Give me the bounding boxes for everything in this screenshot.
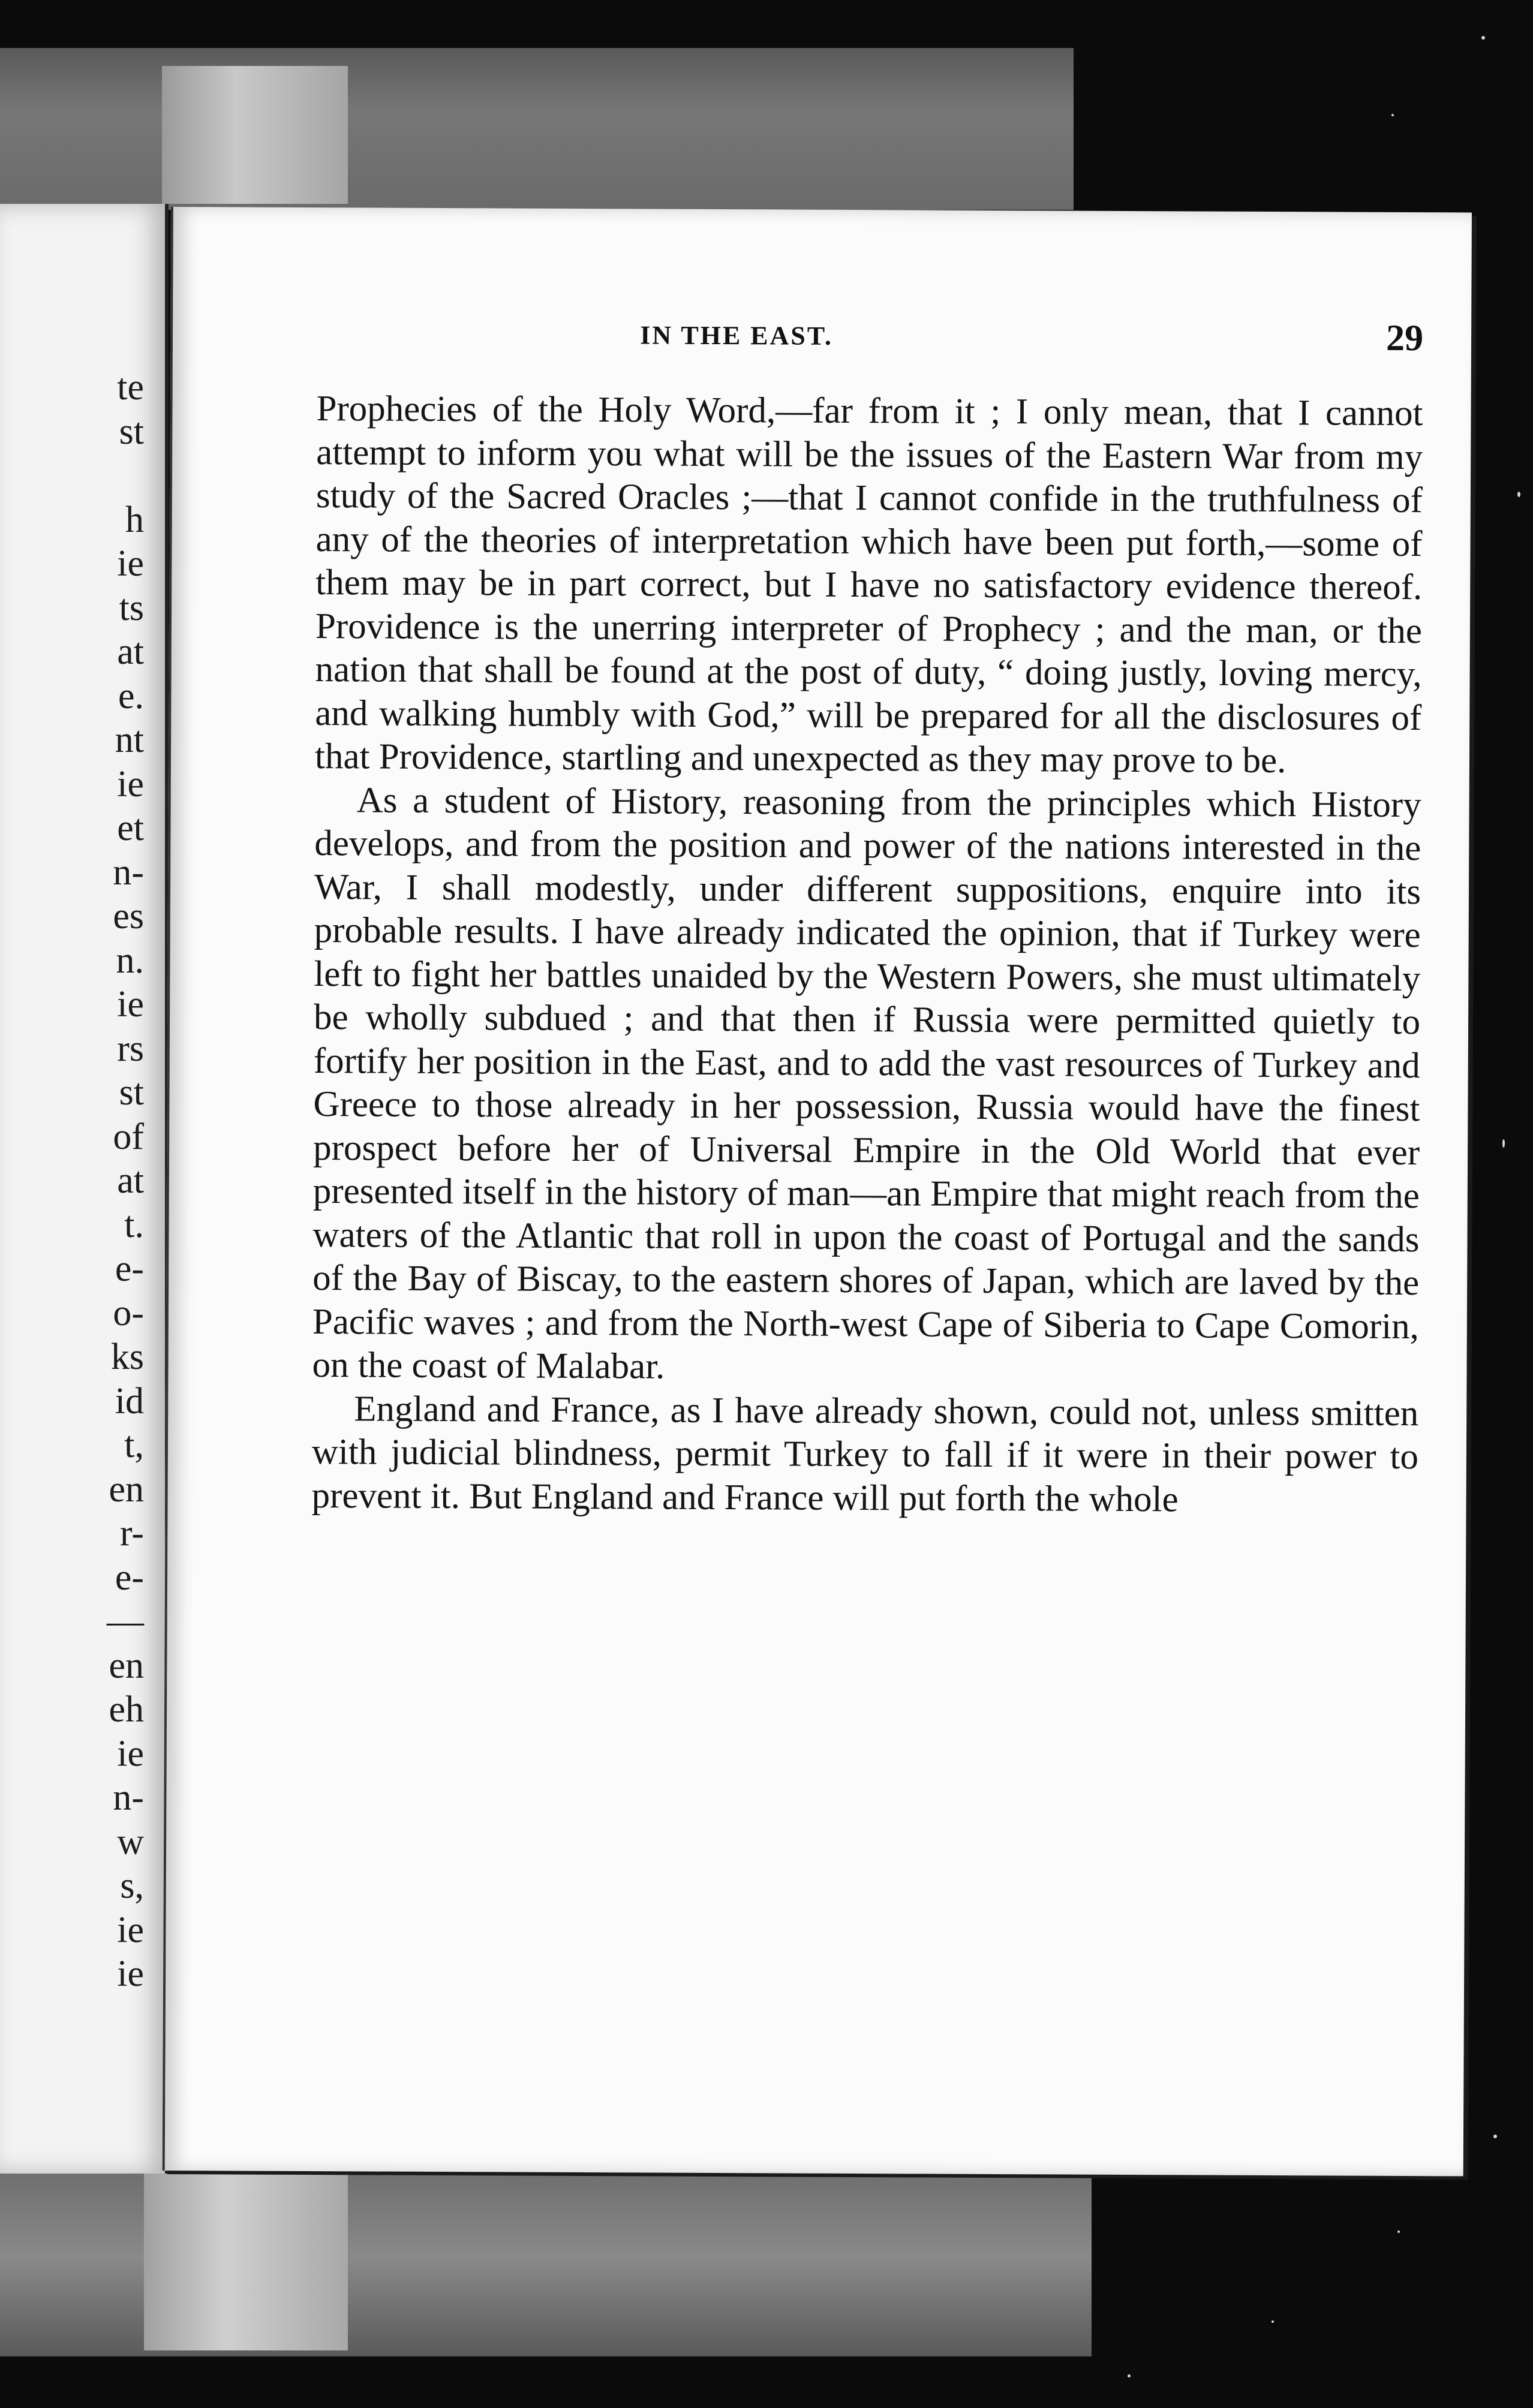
previous-page-fragment: t, (124, 1425, 144, 1465)
previous-page-fragment: n- (113, 1777, 144, 1818)
previous-page-edge (0, 204, 169, 2174)
previous-page-fragment: ie (117, 1733, 144, 1774)
previous-page-fragment: at (117, 1160, 144, 1201)
paragraph-3: England and France, as I have already shown, could not, unless smitten with judicial blindness, permit Turkey to fall if it were in their power to prevent it. But England and France will put forth the whole (311, 1388, 1419, 1519)
book-page (163, 207, 1472, 2176)
previous-page-fragment: ie (117, 763, 144, 805)
previous-page-fragment: o- (113, 1292, 144, 1334)
scan-speck (1481, 36, 1485, 40)
previous-page-line-ends (0, 366, 144, 1997)
previous-page-fragment: n- (113, 851, 144, 893)
previous-page-fragment: en (109, 1468, 144, 1510)
previous-page-fragment: n. (116, 940, 144, 981)
previous-page-fragment: st (119, 411, 144, 452)
previous-page-fragment: at (117, 631, 144, 672)
scan-speck (1397, 2231, 1400, 2233)
previous-page-fragment: es (113, 896, 144, 937)
previous-page-fragment: ie (117, 984, 144, 1025)
previous-page-fragment: s, (120, 1865, 144, 1906)
previous-page-fragment: w (117, 1821, 144, 1862)
previous-page-fragment: rs (117, 1028, 144, 1069)
paragraph-2: As a student of History, reasoning from the principles which History develops, and from the position and power of the nations interested in the War, I shall modestly, under different suppositions, enquire into its probable results. I have already indicated the opinion, that if Turkey were left to fight her battles unaided by the Western Powers, she must ultimately be wholly subdued ; and that then if Russia were permitted quietly to fortify her position in the East, and to add the vast resources of Turkey and Greece to those already in her possession, Russia would have the finest prospect before her of Universal Empire in the Old World that ever presented itself in the history of man—an Empire that might reach from the waters of the Atlantic that roll in upon the coast of Portugal and the sands of the Bay of Biscay, to the eastern shores of Japan, which are laved by the Pacific waves ; and from the North-west Cape of Siberia to Cape Comorin, on the coast of Malabar. (312, 779, 1421, 1387)
previous-page-fragment: e- (115, 1248, 144, 1289)
binding-block-bottom (144, 2171, 348, 2350)
previous-page-fragment: st (119, 1072, 144, 1113)
previous-page-fragment: — (107, 1601, 144, 1642)
scan-speck (1517, 492, 1520, 497)
binding-block-top (162, 66, 348, 204)
scan-speck (1128, 2374, 1131, 2377)
previous-page-fragment: ie (117, 1954, 144, 1994)
scan-speck (1493, 2135, 1497, 2138)
running-head-title: IN THE EAST. (640, 320, 834, 351)
body-text (311, 387, 1423, 1522)
scan-speck (1502, 1139, 1505, 1148)
previous-page-fragment (0, 454, 144, 498)
previous-page-fragment: te (117, 367, 144, 408)
running-head (317, 312, 1423, 365)
previous-page-fragment: ts (119, 587, 144, 628)
page-number: 29 (1385, 317, 1424, 359)
previous-page-fragment: nt (115, 720, 144, 760)
previous-page-fragment: ks (110, 1337, 144, 1377)
previous-page-fragment: id (115, 1380, 144, 1422)
previous-page-fragment: e- (115, 1557, 144, 1598)
scan-speck (1391, 114, 1394, 116)
previous-page-fragment: e. (118, 675, 144, 717)
previous-page-fragment: t. (124, 1204, 144, 1245)
previous-page-fragment: ie (117, 543, 144, 584)
previous-page-fragment: et (117, 808, 144, 848)
paragraph-1: Prophecies of the Holy Word,—far from it ; I only mean, that I cannot attempt to inform you what will be the issues of the Eastern War from my study of the Sacred Oracles ;—that I cannot confide in the truthfulness of any of the theories of interpretation which have been put forth,—some of them may be in part correct, but I have no satisfactory evidence thereof. Providence is the unerring interpreter of Prophecy ; and the man, or the nation that shall be found at the post of duty, “ doing justly, loving mercy, and walking humbly with God,” will be prepared for all the disclosures of that Providence, startling and unexpected as they may prove to be. (314, 389, 1423, 781)
previous-page-fragment: eh (109, 1689, 144, 1730)
previous-page-fragment: en (109, 1645, 144, 1686)
previous-page-fragment: h (125, 499, 144, 540)
binding-strip-top (0, 48, 1074, 210)
previous-page-fragment: r- (119, 1513, 144, 1554)
scan-speck (1272, 2320, 1274, 2323)
previous-page-fragment: ie (117, 1909, 144, 1951)
previous-page-fragment: of (113, 1116, 144, 1157)
